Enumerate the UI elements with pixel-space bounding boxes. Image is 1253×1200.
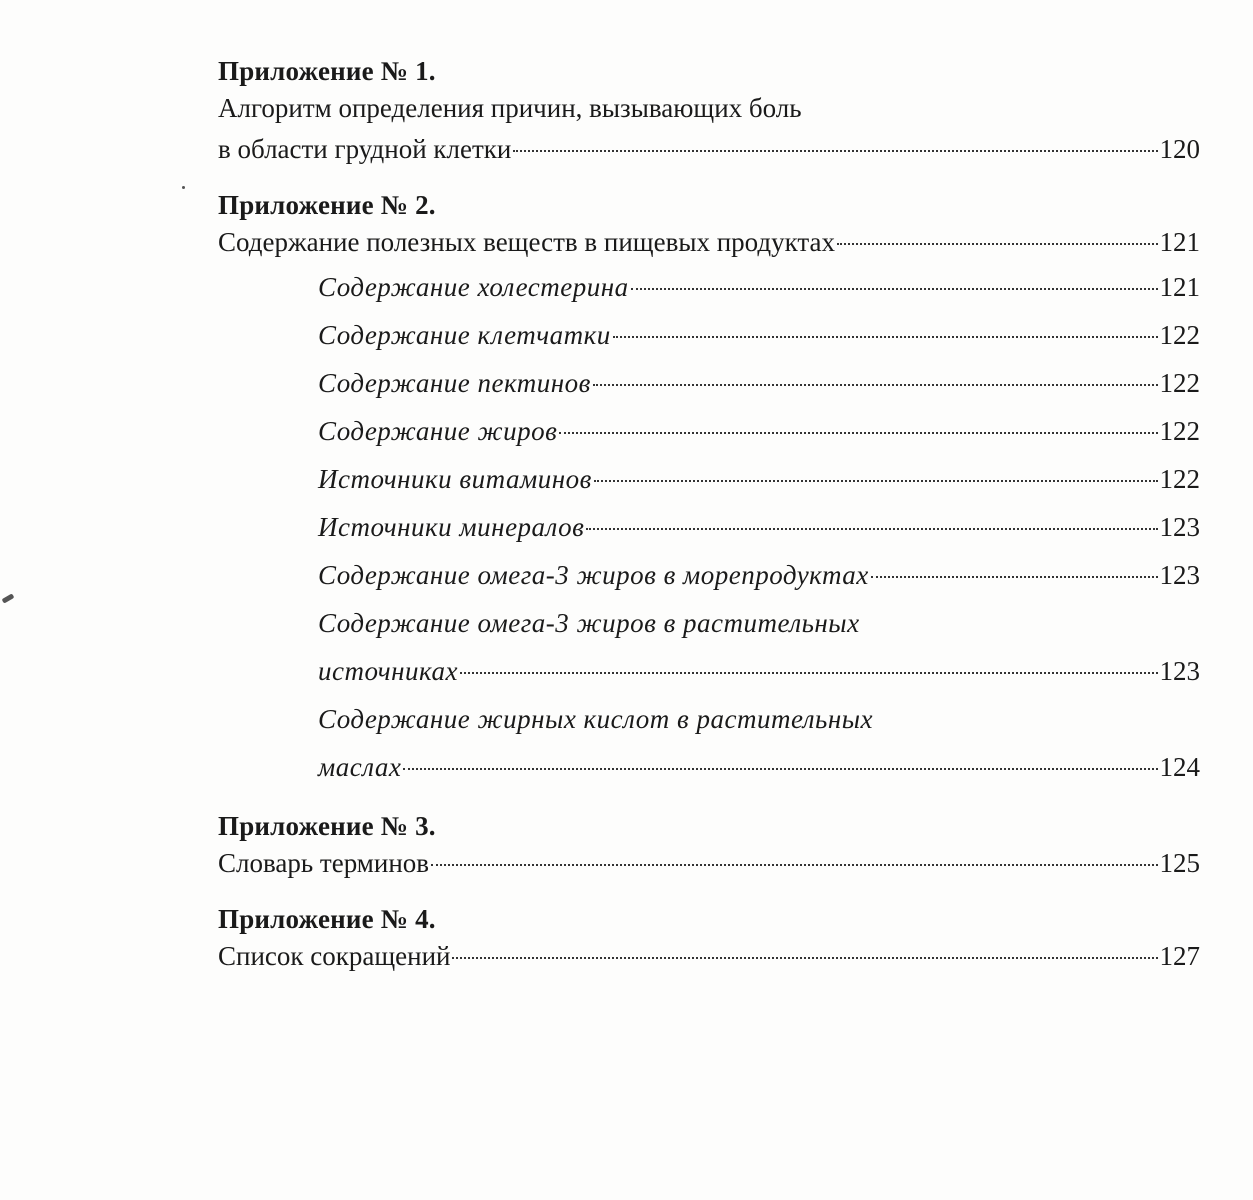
dot-leader xyxy=(452,957,1157,959)
dot-leader xyxy=(613,336,1158,338)
entry-row xyxy=(318,263,1200,311)
toc-subentry xyxy=(218,695,1200,791)
entry-row xyxy=(218,222,1200,263)
table-of-contents xyxy=(218,54,1200,995)
toc-subentry xyxy=(218,263,1200,311)
entry-title-line: Содержание полезных веществ в пищевых продуктах xyxy=(218,227,836,257)
entry-row xyxy=(318,551,1200,599)
entry-title-line: маслах xyxy=(318,752,402,782)
page-number: 120 xyxy=(1159,134,1200,164)
entry-title-line: Алгоритм определения причин, вызывающих боль xyxy=(218,93,802,123)
dot-leader xyxy=(631,288,1158,290)
entry-row xyxy=(318,647,1200,695)
appendix-heading: Приложение № 4. xyxy=(218,904,436,934)
dot-leader xyxy=(403,768,1157,770)
dot-leader xyxy=(586,528,1157,530)
entry-row xyxy=(318,503,1200,551)
entry-title-line: Источники витаминов xyxy=(318,464,592,494)
dot-leader xyxy=(594,480,1158,482)
appendix-heading: Приложение № 2. xyxy=(218,190,436,220)
page-number: 124 xyxy=(1159,752,1200,782)
entry-row xyxy=(218,936,1200,977)
entry-title-line: Содержание пектинов xyxy=(318,368,591,398)
toc-subentry xyxy=(218,455,1200,503)
entry-row xyxy=(318,311,1200,359)
toc-subentry xyxy=(218,599,1200,695)
toc-section xyxy=(218,809,1200,884)
entry-title-line: Содержание жирных кислот в растительных xyxy=(318,704,874,734)
dot-leader xyxy=(513,150,1157,152)
entry-title-line: Словарь терминов xyxy=(218,848,430,878)
page-number: 122 xyxy=(1159,416,1200,446)
entry-title-line: Содержание клетчатки xyxy=(318,320,611,350)
toc-section xyxy=(218,188,1200,791)
toc-subentry xyxy=(218,407,1200,455)
page-number: 123 xyxy=(1159,560,1200,590)
page-speck xyxy=(2,593,15,603)
entry-title-line: Содержание омега-3 жиров в морепродуктах xyxy=(318,560,869,590)
entry-row xyxy=(218,129,1200,170)
toc-section xyxy=(218,902,1200,977)
toc-entry xyxy=(218,222,1200,263)
page-speck xyxy=(182,186,185,189)
dot-leader xyxy=(871,576,1158,578)
toc-section xyxy=(218,54,1200,170)
dot-leader xyxy=(837,243,1157,245)
entry-title-line: Список сокращений xyxy=(218,941,451,971)
entry-row xyxy=(218,843,1200,884)
appendix-heading: Приложение № 1. xyxy=(218,56,436,86)
entry-title-line: в области грудной клетки xyxy=(218,134,512,164)
entry-title-line: источниках xyxy=(318,656,458,686)
entry-row xyxy=(318,455,1200,503)
dot-leader xyxy=(559,432,1157,434)
page-number: 123 xyxy=(1159,512,1200,542)
page-number: 122 xyxy=(1159,320,1200,350)
toc-subentry xyxy=(218,551,1200,599)
appendix-heading: Приложение № 3. xyxy=(218,811,436,841)
toc-subentry xyxy=(218,359,1200,407)
entry-row xyxy=(318,359,1200,407)
entry-title-line: Источники минералов xyxy=(318,512,585,542)
page-number: 121 xyxy=(1159,272,1200,302)
entry-row xyxy=(318,407,1200,455)
entry-title-line: Содержание жиров xyxy=(318,416,558,446)
entry-row xyxy=(318,743,1200,791)
page-number: 125 xyxy=(1159,848,1200,878)
toc-entry xyxy=(218,843,1200,884)
page-number: 122 xyxy=(1159,464,1200,494)
entry-title-line: Содержание холестерина xyxy=(318,272,629,302)
dot-leader xyxy=(460,672,1158,674)
entry-title-line: Содержание омега-3 жиров в растительных xyxy=(318,608,860,638)
page-number: 122 xyxy=(1159,368,1200,398)
page-number: 121 xyxy=(1159,227,1200,257)
toc-entry xyxy=(218,936,1200,977)
toc-subentry xyxy=(218,311,1200,359)
toc-entry xyxy=(218,88,1200,170)
toc-subentry xyxy=(218,503,1200,551)
page-number: 127 xyxy=(1159,941,1200,971)
page-number: 123 xyxy=(1159,656,1200,686)
dot-leader xyxy=(593,384,1158,386)
dot-leader xyxy=(431,864,1157,866)
